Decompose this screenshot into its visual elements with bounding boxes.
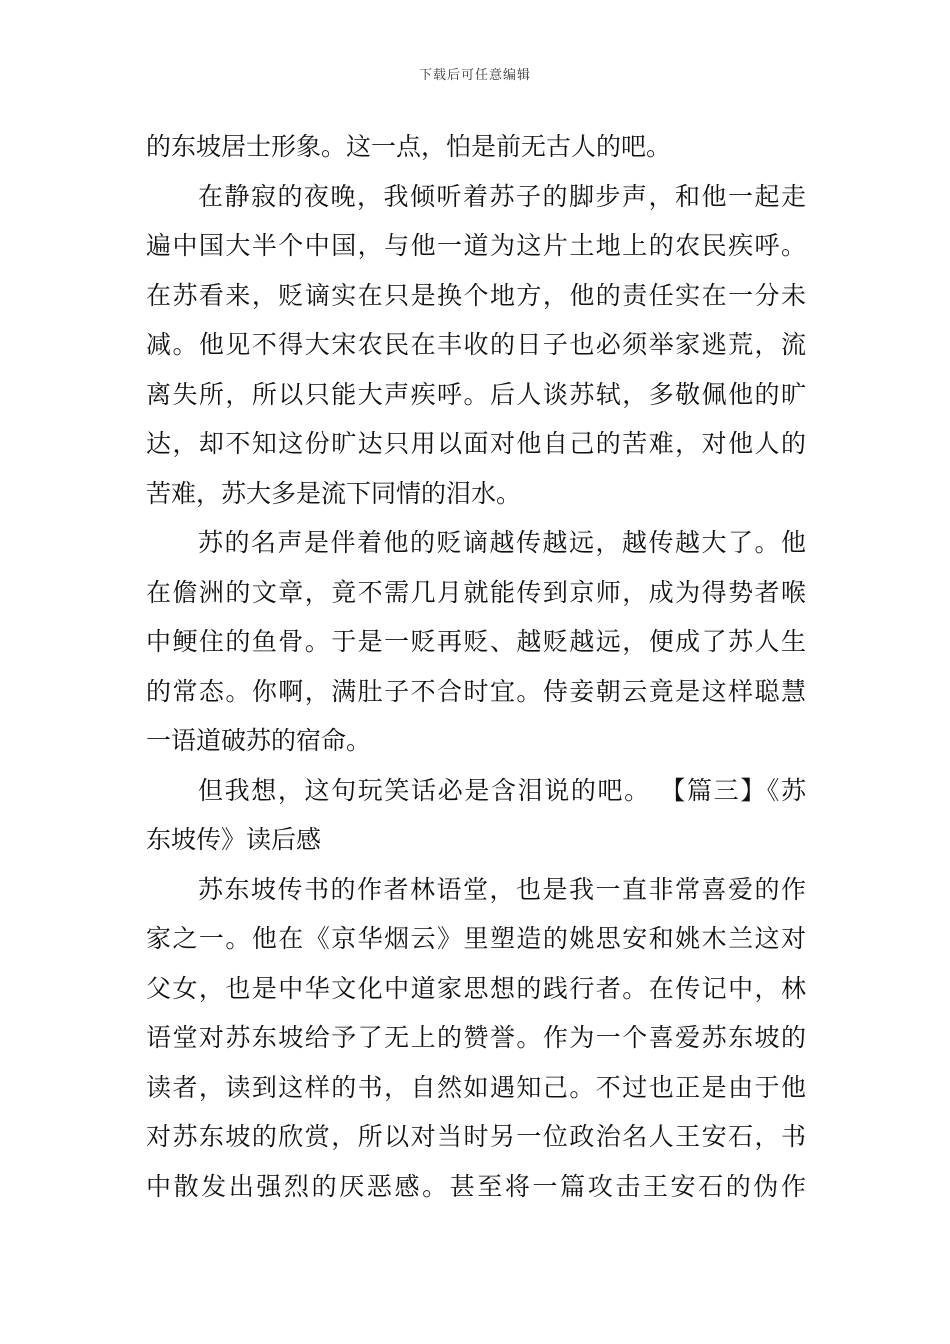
text-line: 在儋洲的文章，竟不需几月就能传到京师，成为得势者喉	[146, 577, 806, 607]
text-line: 一语道破苏的宿命。	[146, 726, 372, 755]
text-line: 在苏看来，贬谪实在只是换个地方，他的责任实在一分未	[146, 280, 806, 310]
text-line: 对苏东坡的欣赏，所以对当时另一位政治名人王安石，书	[146, 1122, 806, 1151]
document-body	[146, 122, 806, 1211]
text-line: 东坡传》读后感	[146, 825, 322, 854]
text-line: 父女，也是中华文化中道家思想的践行者。在传记中，林	[146, 973, 806, 1003]
text-line: 的东坡居士形象。这一点，怕是前无古人的吧。	[146, 132, 672, 161]
text-line: 中鲠住的鱼骨。于是一贬再贬、越贬越远，便成了苏人生	[146, 627, 806, 656]
text-line: 在静寂的夜晚，我倾听着苏子的脚步声，和他一起走	[198, 181, 806, 211]
text-line: 苏的名声是伴着他的贬谪越传越远，越传越大了。他	[198, 528, 806, 557]
text-line: 中散发出强烈的厌恶感。甚至将一篇攻击王安石的伪作	[146, 1171, 806, 1201]
text-line: 苦难，苏大多是流下同情的泪水。	[146, 478, 522, 508]
page-header: 下载后可任意编辑	[418, 68, 531, 83]
text-line: 苏东坡传书的作者林语堂，也是我一直非常喜爱的作	[198, 874, 806, 904]
text-line: 遍中国大半个中国，与他一道为这片土地上的农民疾呼。	[146, 231, 806, 260]
text-line: 但我想，这句玩笑话必是含泪说的吧。 【篇三】《苏	[198, 775, 806, 805]
text-line: 的常态。你啊，满肚子不合时宜。侍妾朝云竟是这样聪慧	[146, 676, 806, 706]
text-line: 家之一。他在《京华烟云》里塑造的姚思安和姚木兰这对	[146, 924, 806, 953]
text-line: 减。他见不得大宋农民在丰收的日子也必须举家逃荒，流	[146, 330, 806, 359]
text-line: 达，却不知这份旷达只用以面对他自己的苦难，对他人的	[146, 429, 806, 458]
text-line: 读者，读到这样的书，自然如遇知己。不过也正是由于他	[146, 1072, 806, 1102]
text-line: 语堂对苏东坡给予了无上的赞誉。作为一个喜爱苏东坡的	[146, 1023, 806, 1052]
text-line: 离失所，所以只能大声疾呼。后人谈苏轼，多敬佩他的旷	[146, 379, 806, 409]
